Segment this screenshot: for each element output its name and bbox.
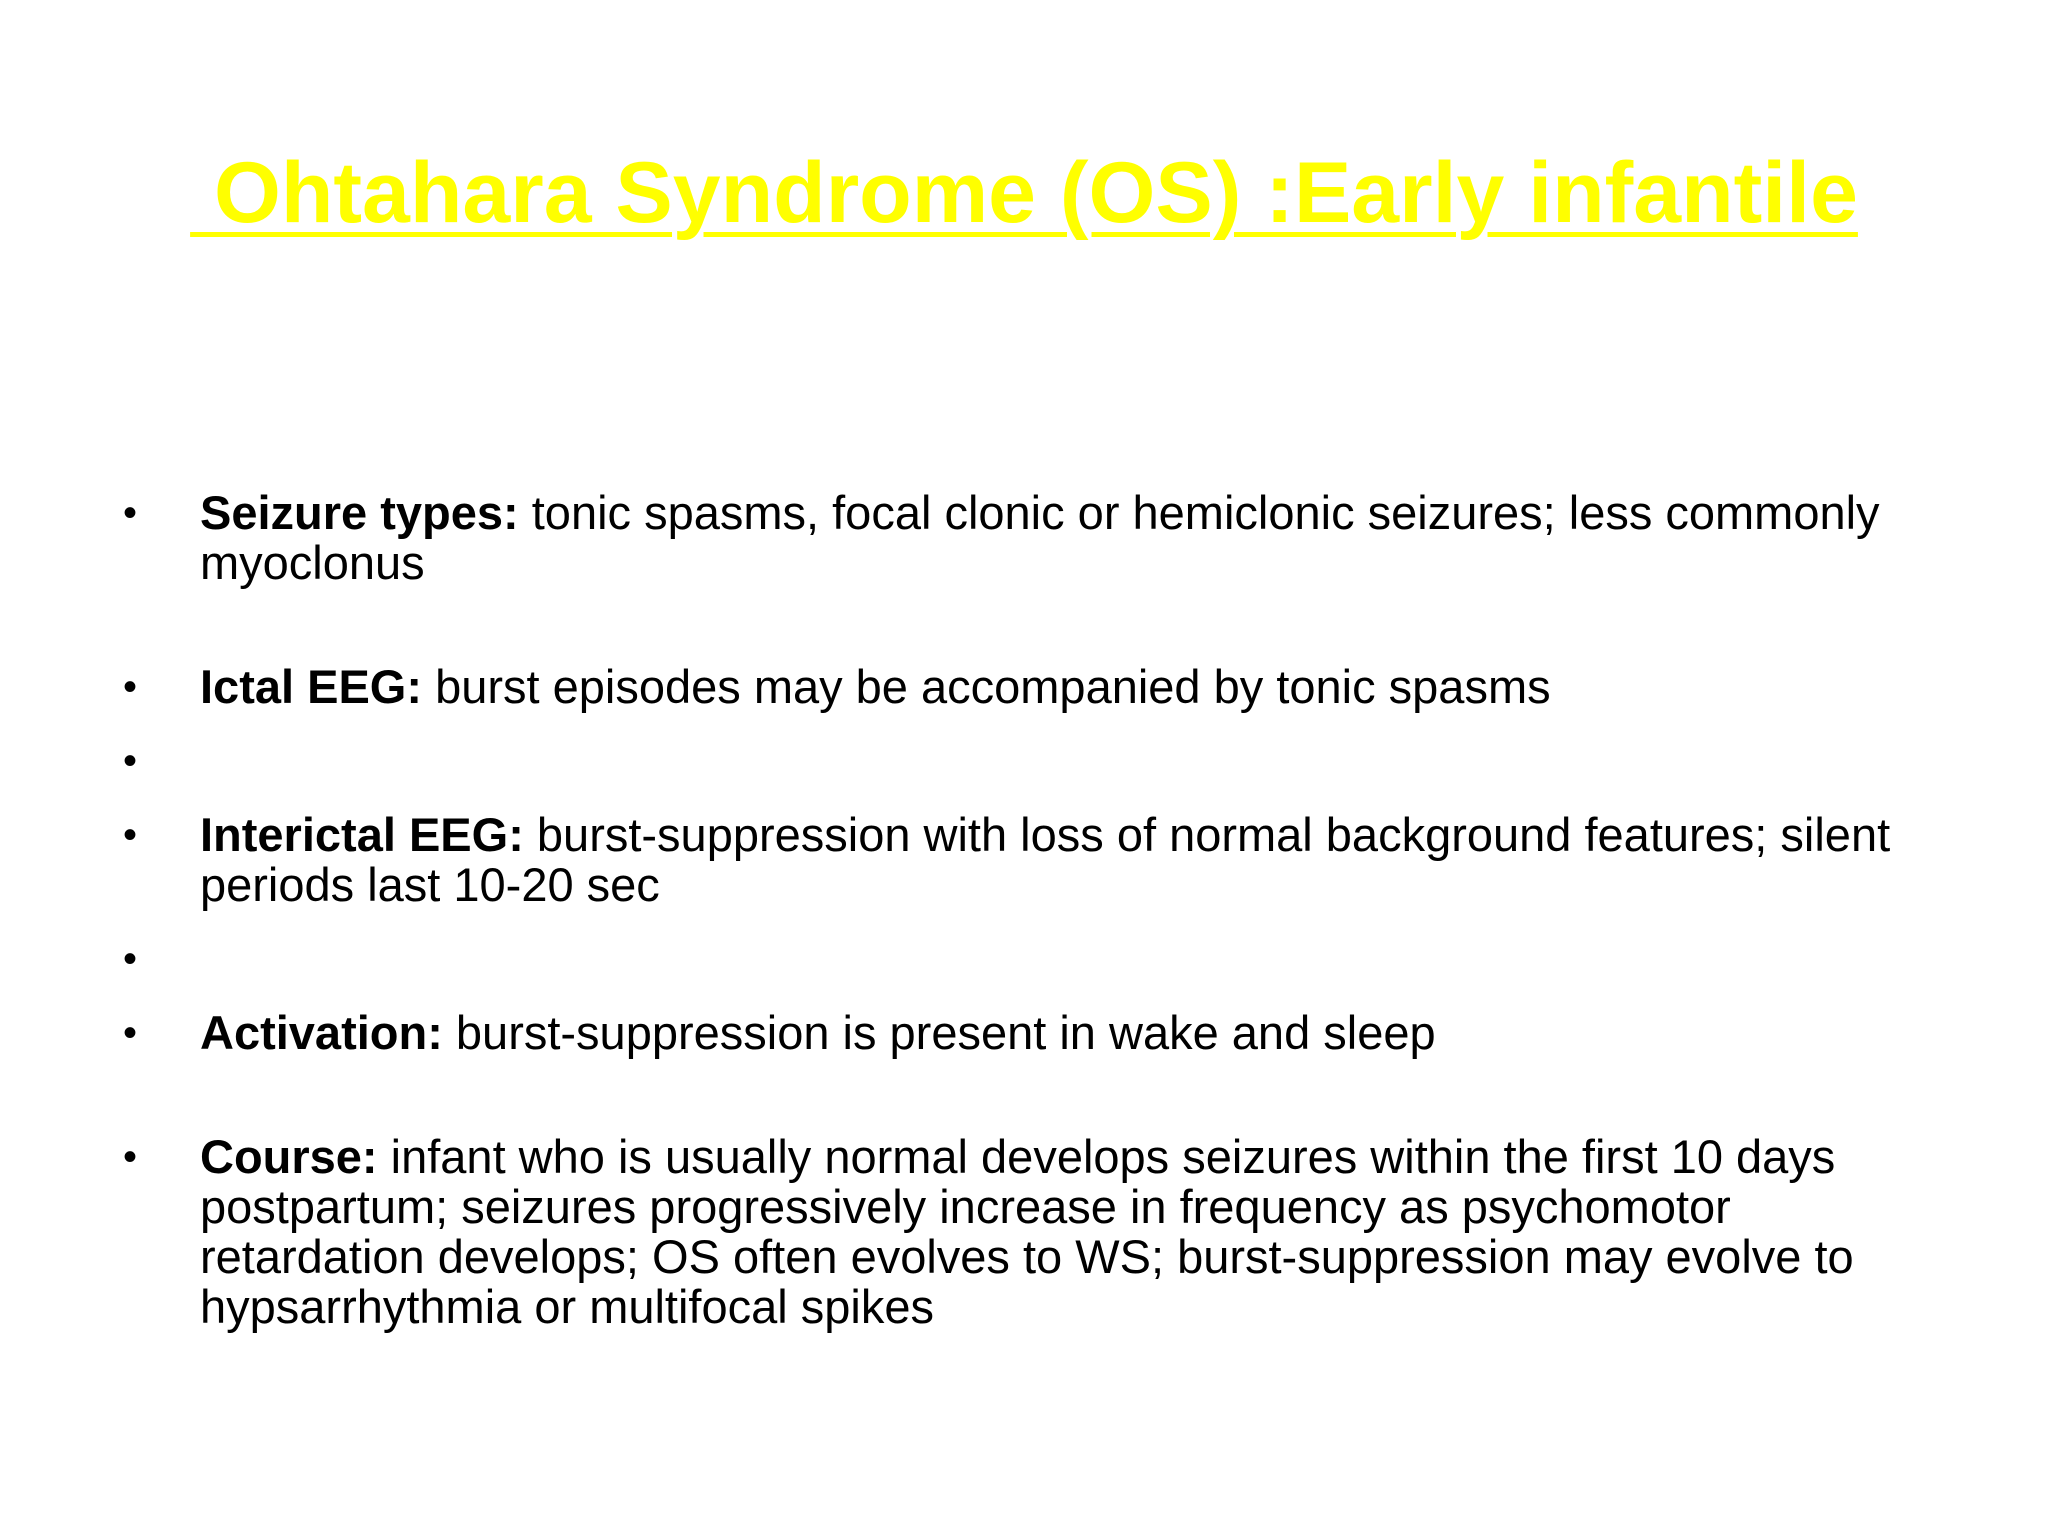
bullet-text: burst-suppression is present in wake and sleep — [442, 1006, 1436, 1059]
bullet-text: tonic spasms, focal clonic or hemiclonic seizures; less commonly — [518, 486, 1880, 539]
bullet-line: retardation develops; OS often evolves to WS; burst-suppression may evolve to — [200, 1230, 1854, 1283]
bullet-dot: • — [123, 491, 138, 535]
bullet-line — [200, 488, 1918, 538]
slide-title: Ohtahara Syndrome (OS) :Early infantile — [190, 145, 1858, 241]
bullet-dot: • — [123, 1135, 138, 1179]
bullet-dot: • — [123, 813, 138, 857]
bullet-line — [200, 810, 1918, 860]
bullet-term: Activation: — [200, 1006, 443, 1059]
bullet-dot: • — [123, 937, 138, 981]
bullet-line: hypsarrhythmia or multifocal spikes — [200, 1280, 934, 1333]
bullet-line — [200, 736, 1918, 786]
bullet-dot: • — [123, 1011, 138, 1055]
bullet-text: burst-suppression with loss of normal background features; silent — [523, 808, 1891, 861]
bullet-empty — [118, 736, 1918, 786]
bullet-empty — [118, 934, 1918, 984]
bullet-term: Ictal EEG: — [200, 660, 423, 713]
bullet-text: infant who is usually normal develops seizures within the first 10 days — [377, 1130, 1836, 1183]
bullet-dot: • — [123, 665, 138, 709]
bullet-term: Course: — [200, 1130, 378, 1183]
bullet-line: postpartum; seizures progressively increase in frequency as psychomotor — [200, 1180, 1731, 1233]
bullet-line — [200, 934, 1918, 984]
bullet-course — [118, 1132, 1918, 1332]
bullet-dot: • — [123, 739, 138, 783]
bullet-list — [118, 488, 1918, 1332]
bullet-line: periods last 10-20 sec — [200, 858, 660, 911]
bullet-ictal-eeg — [118, 662, 1918, 712]
bullet-line — [200, 1008, 1918, 1058]
bullet-line: myoclonus — [200, 536, 425, 589]
bullet-activation — [118, 1008, 1918, 1058]
bullet-term: Interictal EEG: — [200, 808, 524, 861]
bullet-text: burst episodes may be accompanied by tonic spasms — [422, 660, 1551, 713]
bullet-term: Seizure types: — [200, 486, 519, 539]
bullet-line — [200, 1132, 1918, 1182]
bullet-seizure-types — [118, 488, 1918, 588]
bullet-line — [200, 662, 1918, 712]
bullet-interictal-eeg — [118, 810, 1918, 910]
